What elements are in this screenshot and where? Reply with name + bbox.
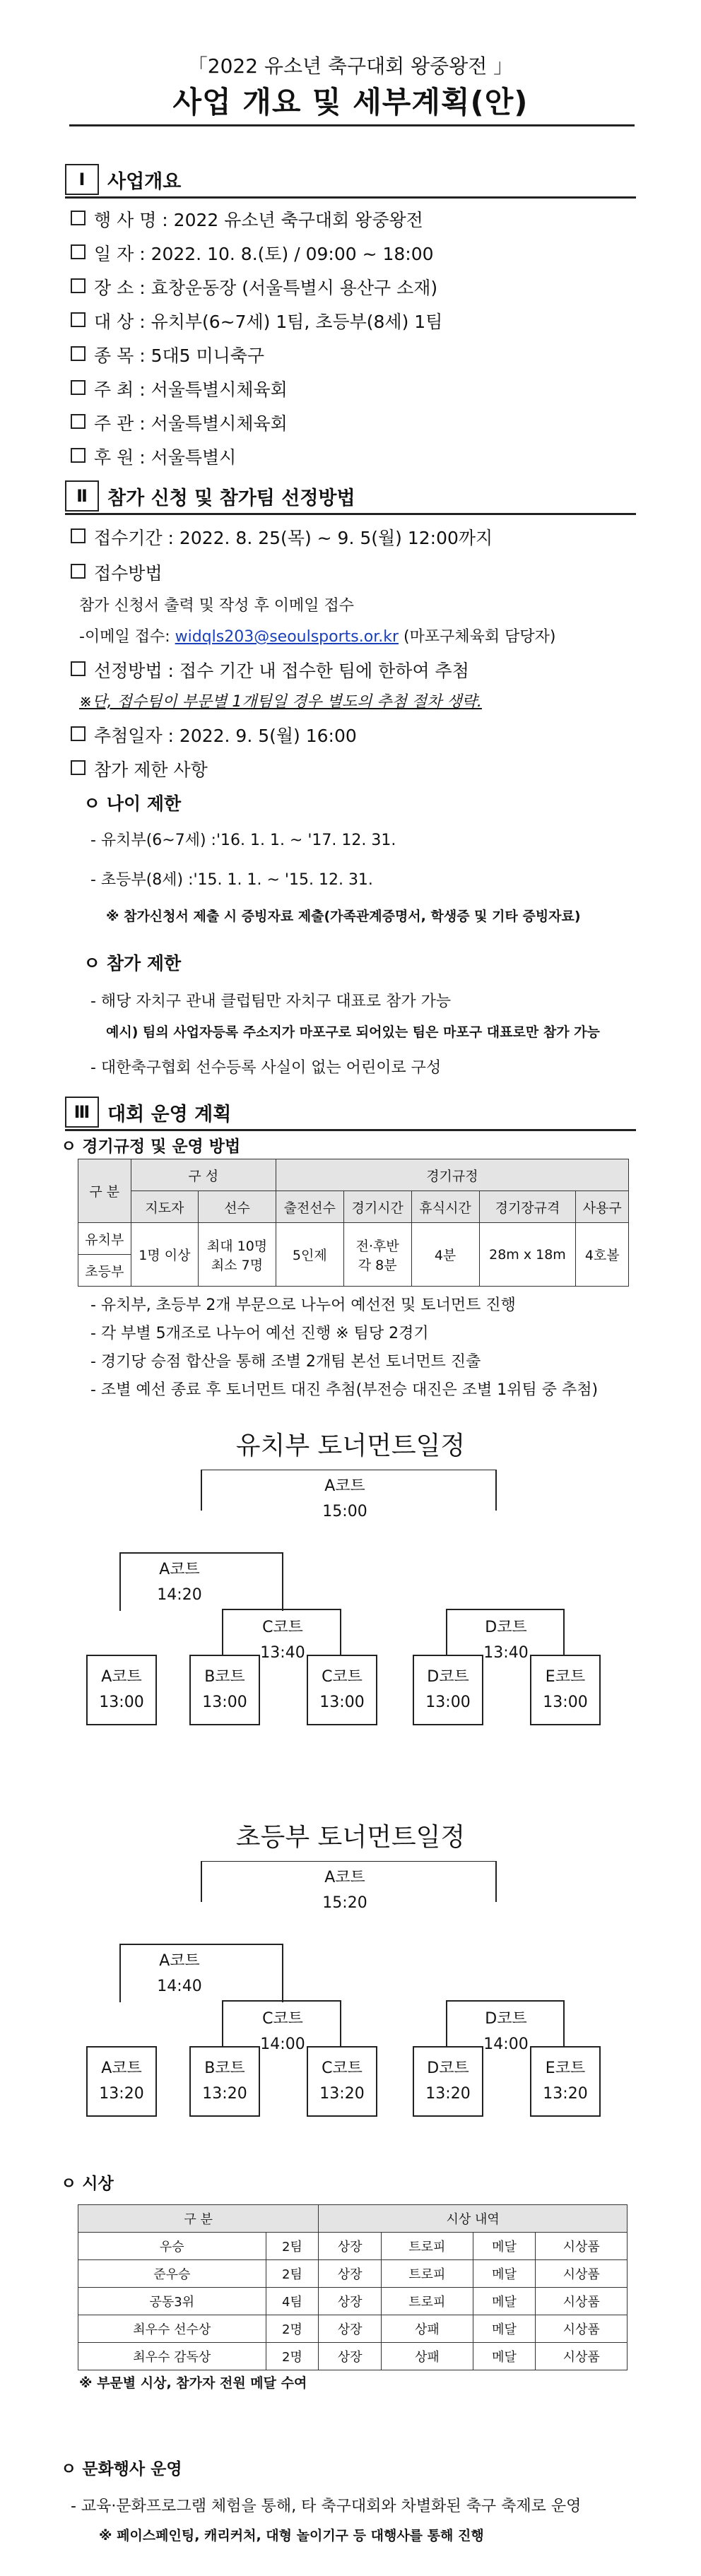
restriction-title: 참가 제한 사항	[71, 756, 208, 781]
overview-item: 주 최 : 서울특별시체육회	[71, 376, 288, 401]
kinder-leaf-b: B코트 13:00	[189, 1655, 260, 1725]
checkbox-icon	[71, 564, 86, 579]
header-starters: 출전선수	[276, 1191, 343, 1223]
kinder-leaf-c: C코트 13:00	[307, 1655, 377, 1725]
elem-leaf-e: E코트 13:20	[530, 2046, 601, 2117]
elem-leaf-a: A코트 13:20	[86, 2046, 157, 2117]
section-1-number: Ⅰ	[65, 164, 99, 195]
rules-note: - 각 부별 5개조로 나누어 예선 진행 ※ 팀당 2경기	[90, 1325, 429, 1342]
circle-bullet-icon: ㅇ	[83, 793, 107, 814]
document-title: 사업 개요 및 세부계획(안)	[172, 85, 529, 119]
checkbox-icon	[71, 346, 86, 361]
document-subtitle: 「2022 유소년 축구대회 왕중왕전 」	[187, 54, 514, 78]
kinder-qf-d-node: D코트 13:40	[483, 1619, 529, 1662]
table-row: 최우수 선수상 2명 상장 상패 메달 시상품	[78, 2315, 628, 2343]
culture-line-1: - 교육·문화프로그램 체험을 통해, 타 축구대회와 차별화된 축구 축제로 운영	[71, 2498, 582, 2515]
section-2-number: Ⅱ	[65, 480, 99, 512]
table-row: 최우수 감독상 2명 상장 상패 메달 시상품	[78, 2343, 628, 2370]
table-row: 공동3위 4팀 상장 트로피 메달 시상품	[78, 2288, 628, 2315]
awards-table	[78, 2204, 628, 2370]
checkbox-icon	[71, 448, 86, 463]
section-2-divider	[65, 513, 636, 515]
kinder-leaf-d: D코트 13:00	[413, 1655, 483, 1725]
header-field: 경기장규격	[479, 1191, 576, 1223]
header-division: 구 분	[78, 1159, 131, 1223]
section-1-header	[65, 164, 636, 195]
checkbox-icon	[71, 278, 86, 293]
checkbox-icon	[71, 244, 86, 259]
checkbox-icon	[71, 661, 86, 676]
participation-line-3: - 대한축구협회 선수등록 사실이 없는 어린이로 구성	[90, 1059, 442, 1077]
checkbox-icon	[71, 211, 86, 225]
rules-note: - 유치부, 초등부 2개 부문으로 나누어 예선전 및 토너먼트 진행	[90, 1296, 516, 1314]
header-composition: 구 성	[131, 1159, 276, 1191]
checkbox-icon	[71, 380, 86, 395]
overview-item: 일 자 : 2022. 10. 8.(토) / 09:00 ~ 18:00	[71, 240, 434, 266]
participation-limit-title: ㅇ 참가 제한	[83, 953, 182, 974]
checkbox-icon	[71, 312, 86, 327]
elem-qf-d-node: D코트 14:00	[483, 2010, 529, 2053]
apply-period: 접수기간 : 2022. 8. 25(목) ~ 9. 5(월) 12:00까지	[71, 524, 493, 550]
rules-note: - 경기당 승점 합산을 통해 조별 2개팀 본선 토너먼트 진출	[90, 1353, 481, 1371]
header-ball: 사용구	[576, 1191, 629, 1223]
circle-bullet-icon: ㅇ	[61, 1138, 83, 1156]
cell-coach: 1명 이상	[131, 1223, 199, 1287]
participation-example: 예시) 팀의 사업자등록 주소지가 마포구로 되어있는 팀은 마포구 대표로만 참가 가능	[106, 1024, 600, 1040]
header-players: 선수	[199, 1191, 276, 1223]
draw-date: 추첨일자 : 2022. 9. 5(월) 16:00	[71, 722, 357, 748]
cell-field: 28m x 18m	[479, 1223, 576, 1287]
overview-item: 후 원 : 서울특별시	[71, 444, 236, 469]
rules-title: ㅇ 경기규정 및 운영 방법	[61, 1138, 241, 1156]
table-row: 우승 2팀 상장 트로피 메달 시상품	[78, 2233, 628, 2260]
section-1-divider	[65, 196, 636, 199]
overview-item: 종 목 : 5대5 미니축구	[71, 342, 264, 367]
kinder-qf-c-node: C코트 13:40	[260, 1619, 305, 1662]
bracket-kinder-title: 유치부 토너먼트일정	[235, 1431, 466, 1460]
participation-line-1: - 해당 자치구 관내 클럽팀만 자치구 대표로 참가 가능	[90, 993, 452, 1010]
table-row: 준우승 2팀 상장 트로피 메달 시상품	[78, 2260, 628, 2288]
overview-item: 행 사 명 : 2022 유소년 축구대회 왕중왕전	[71, 206, 423, 232]
age-note: ※ 참가신청서 제출 시 증빙자료 제출(가족관계증명서, 학생증 및 기타 증빙자료)	[106, 909, 581, 924]
checkbox-icon	[71, 760, 86, 775]
overview-item: 주 관 : 서울특별시체육회	[71, 410, 288, 435]
selection-note: ※단, 접수팀이 부문별 1개팀일 경우 별도의 추첨 절차 생략.	[79, 693, 482, 711]
kinder-leaf-e: E코트 13:00	[530, 1655, 601, 1725]
circle-bullet-icon: ㅇ	[83, 953, 107, 974]
circle-bullet-icon: ㅇ	[61, 2175, 83, 2193]
culture-line-2: ※ 페이스페인팅, 캐리커처, 대형 놀이기구 등 대행사를 통해 진행	[99, 2528, 484, 2543]
header-time: 경기시간	[343, 1191, 411, 1223]
elem-final-node: A코트 15:20	[322, 1869, 367, 1912]
elem-leaf-b: B코트 13:20	[189, 2046, 260, 2117]
section-2-label: 참가 신청 및 참가팀 선정방법	[107, 487, 355, 509]
checkbox-icon	[71, 414, 86, 429]
section-3-number: Ⅲ	[65, 1097, 99, 1128]
checkbox-icon	[71, 726, 86, 741]
section-2-header	[65, 480, 636, 512]
cell-players: 최대 10명 최소 7명	[199, 1223, 276, 1287]
awards-title: ㅇ 시상	[61, 2175, 114, 2193]
header-rest: 휴식시간	[411, 1191, 479, 1223]
kinder-leaf-a: A코트 13:00	[86, 1655, 157, 1725]
overview-item: 대 상 : 유치부(6~7세) 1팀, 초등부(8세) 1팀	[71, 308, 442, 333]
header-rules: 경기규정	[276, 1159, 628, 1191]
game-rules-table	[78, 1159, 629, 1287]
rules-note: - 조별 예선 종료 후 토너먼트 대진 추첨(부전승 대진은 조별 1위팀 중 추첨)	[90, 1381, 599, 1399]
awards-header-division: 구 분	[78, 2205, 319, 2233]
header-coach: 지도자	[131, 1191, 199, 1223]
section-3-divider	[65, 1129, 636, 1131]
apply-method: 접수방법	[71, 560, 163, 585]
culture-title: ㅇ 문화행사 운영	[61, 2460, 182, 2478]
cell-time: 전·후반 각 8분	[343, 1223, 411, 1287]
elem-leaf-c: C코트 13:20	[307, 2046, 377, 2117]
section-3-label: 대회 운영 계획	[107, 1103, 232, 1125]
row-kinder: 유치부	[78, 1223, 131, 1255]
checkbox-icon	[71, 528, 86, 543]
elem-leaf-d: D코트 13:20	[413, 2046, 483, 2117]
bracket-elem-title: 초등부 토너먼트일정	[235, 1823, 466, 1852]
kinder-final-node: A코트 15:00	[322, 1477, 367, 1520]
kinder-semi-node: A코트 14:20	[157, 1561, 202, 1604]
email-link[interactable]: widqls203@seoulsports.or.kr	[175, 628, 399, 646]
title-divider	[69, 124, 635, 126]
age-limit-title: ㅇ 나이 제한	[83, 793, 182, 814]
age-kinder: - 유치부(6~7세) :'16. 1. 1. ~ '17. 12. 31.	[90, 832, 396, 849]
age-elementary: - 초등부(8세) :'15. 1. 1. ~ '15. 12. 31.	[90, 871, 373, 889]
section-3-header	[65, 1097, 636, 1128]
section-1-label: 사업개요	[107, 170, 182, 193]
apply-method-desc: 참가 신청서 출력 및 작성 후 이메일 접수	[79, 597, 354, 615]
circle-bullet-icon: ㅇ	[61, 2460, 83, 2478]
selection-method: 선정방법 : 접수 기간 내 접수한 팀에 한하여 추첨	[71, 657, 469, 683]
cell-starters: 5인제	[276, 1223, 343, 1287]
awards-note: ※ 부문별 시상, 참가자 전원 메달 수여	[79, 2375, 307, 2391]
cell-rest: 4분	[411, 1223, 479, 1287]
elem-qf-c-node: C코트 14:00	[260, 2010, 305, 2053]
row-elementary: 초등부	[78, 1255, 131, 1287]
email-line: -이메일 접수: widqls203@seoulsports.or.kr (마포구체육회 담당자)	[79, 628, 556, 646]
overview-item: 장 소 : 효창운동장 (서울특별시 용산구 소재)	[71, 274, 437, 300]
cell-ball: 4호볼	[576, 1223, 629, 1287]
awards-header-details: 시상 내역	[319, 2205, 628, 2233]
elem-semi-node: A코트 14:40	[157, 1952, 202, 1995]
